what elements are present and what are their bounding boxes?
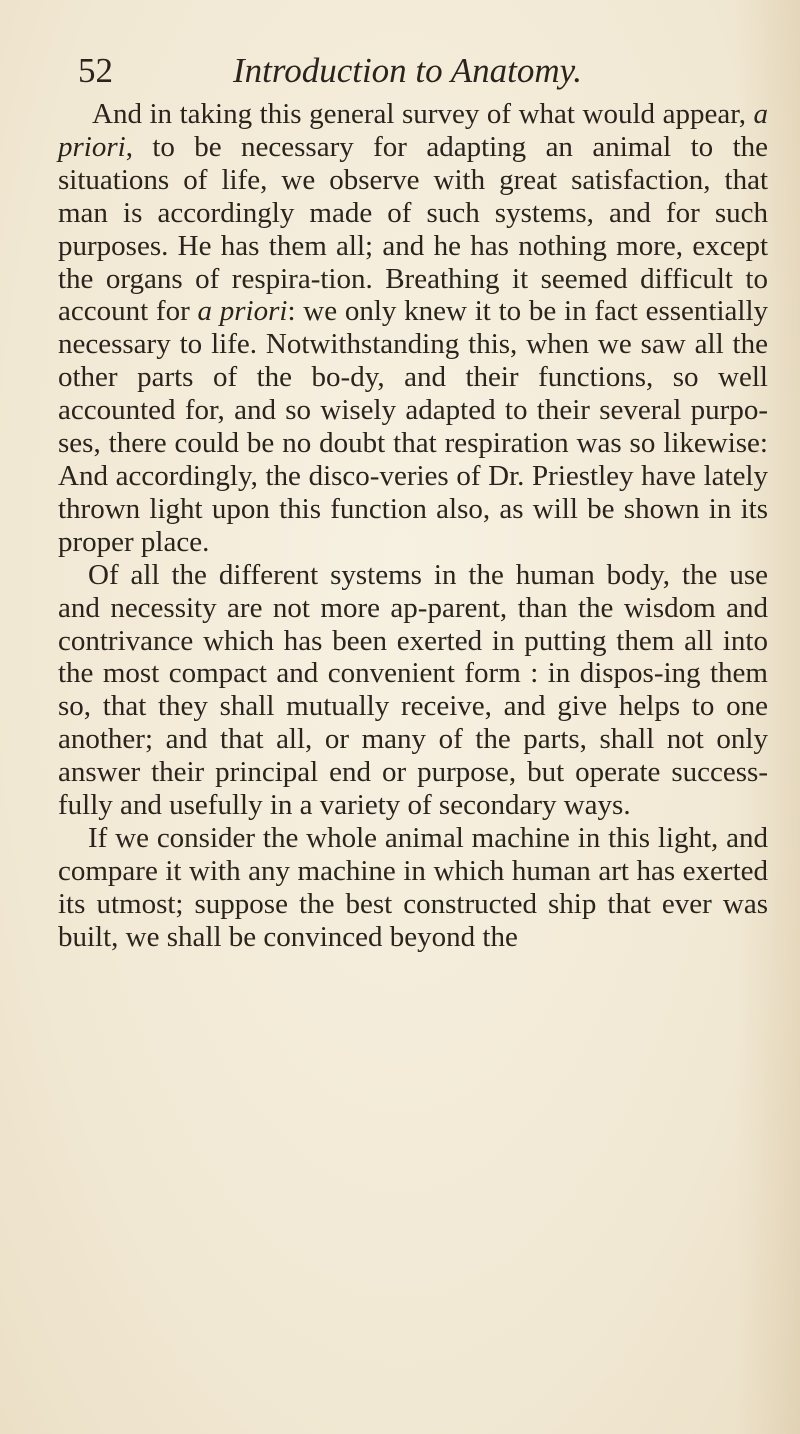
paragraph-2: Of all the different systems in the human body, the use and necessity are not more ap-parent, than the wisdom and contrivance which has been exerted in putting them all into the most compact and convenient form : in dispos-ing them so, that they shall mutually receive, and give helps to one another; and that all, or many of the parts, shall not only answer their principal end or purpose, but operate success-fully and usefully in a variety of secondary ways. [58, 558, 768, 822]
italic-a-priori-2: a priori [197, 295, 288, 328]
page-number: 52 [78, 51, 113, 90]
paragraph-3: If we consider the whole animal machine in this light, and compare it with any machine in which human art has exerted its utmost; suppose the best constructed ship that ever was built, we shall be convinced beyond the [58, 821, 768, 953]
paragraph-1-text-b: , to be necessary for adapting an animal to the situations of life, we observe with great satisfaction, that man is accordingly made of such systems, and for such purposes. He has them all; and he has nothing more, except the organs of respira-tion. Breathing it seemed difficult to account for [58, 130, 768, 328]
paragraph-1-text-c: : we only knew it to be in fact essentially necessary to life. Notwithstanding this, when we saw all the other parts of the bo-dy, and their functions, so well accounted for, and so wisely adapted to their several purpo-ses, there could be no doubt that respiration was so likewise: And accordingly, the disco-veries of Dr. Priestley have lately thrown light upon this function also, as will be shown in its proper place. [58, 295, 769, 558]
paragraph-1-text-a: And in taking this general survey of what would appear, [92, 98, 754, 130]
running-head [78, 48, 778, 94]
italic-a-priori-1: a priori [58, 98, 768, 163]
body-text [58, 98, 768, 954]
running-title: Introduction to Anatomy. [233, 51, 583, 90]
paragraph-1 [58, 98, 768, 559]
